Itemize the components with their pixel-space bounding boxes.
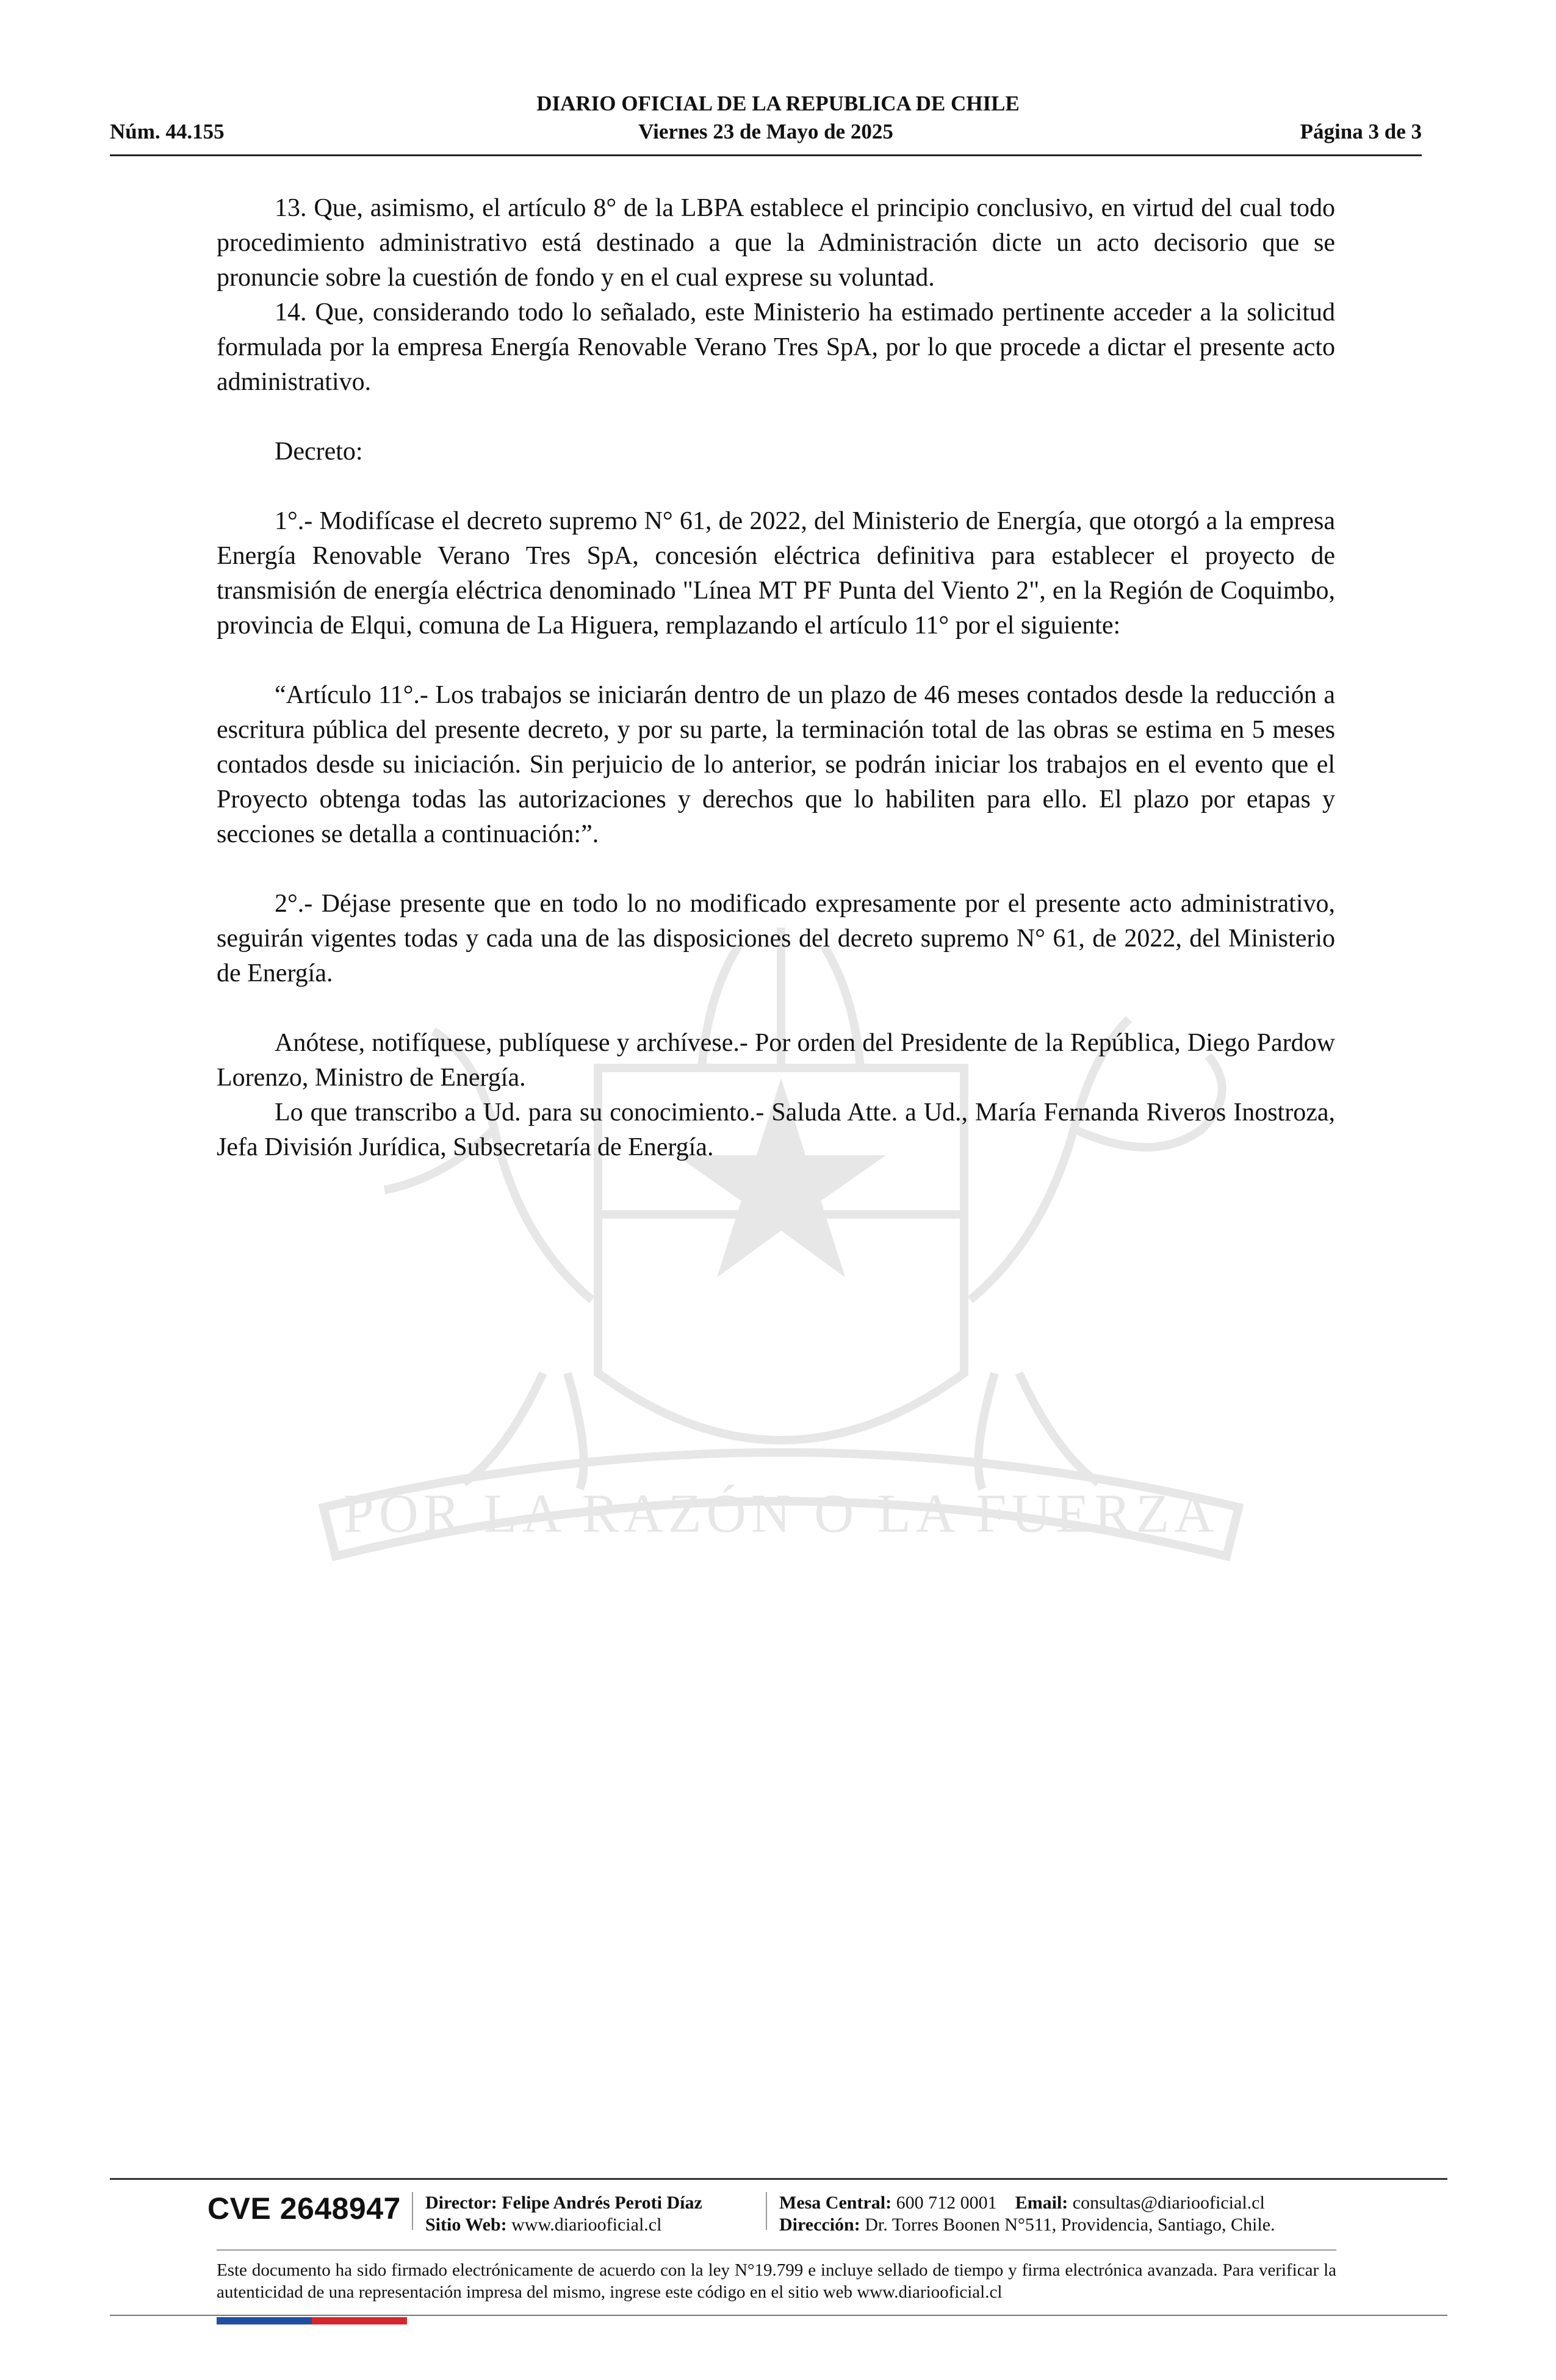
footer-separator bbox=[766, 2192, 767, 2230]
watermark-motto: POR LA RAZÓN O LA FUERZA bbox=[343, 1484, 1219, 1544]
site-url[interactable]: www.diariooficial.cl bbox=[511, 2215, 662, 2235]
email-label: Email: bbox=[1015, 2193, 1068, 2213]
paragraph-13: 13. Que, asimismo, el artículo 8° de la LBPA establece el principio conclusivo, en virtud del cual todo procedimiento administrativo está destinado a que la Administración dicte un acto decisorio que se pronuncie sobre la cuestión de fondo y en el cual exprese su voluntad. bbox=[217, 194, 1335, 292]
address-label: Dirección: bbox=[779, 2215, 860, 2235]
mesa-label: Mesa Central: bbox=[779, 2193, 892, 2213]
article-11-quote: “Artículo 11°.- Los trabajos se iniciarán dentro de un plazo de 46 meses contados desde la reducción a escritura pública del presente decreto, y por su parte, la terminación total de las obras se estima en 5 meses contados desde su iniciación. Sin perjuicio de lo anterior, se podrán iniciar los trabajos en el evento que el Proyecto obtenga todas las autorizaciones y derechos que lo habiliten para ello. El plazo por etapas y secciones se detalla a continuación:”. bbox=[217, 681, 1335, 848]
email-address[interactable]: consultas@diariooficial.cl bbox=[1072, 2193, 1265, 2213]
article-1: 1°.- Modifícase el decreto supremo N° 61, de 2022, del Ministerio de Energía, que otorgó a la empresa Energía Renovable Verano Tres SpA, concesión eléctrica definitiva para establecer el proyecto de transmisión de energía eléctrica denominado "Línea MT PF Punta del Viento 2", en la Región de Coquimbo, provincia de Elqui, comuna de La Higuera, remplazando el artículo 11° por el siguiente: bbox=[217, 507, 1335, 640]
site-label: Sitio Web: bbox=[425, 2215, 507, 2235]
publication-title: DIARIO OFICIAL DE LA REPUBLICA DE CHILE bbox=[536, 92, 1020, 115]
header-divider bbox=[110, 154, 1422, 156]
mesa-phone: 600 712 0001 bbox=[896, 2193, 997, 2213]
footer-separator bbox=[412, 2192, 413, 2230]
director-name: Felipe Andrés Peroti Díaz bbox=[502, 2193, 702, 2213]
address-value: Dr. Torres Boonen N°511, Providencia, Santiago, Chile. bbox=[865, 2215, 1275, 2235]
document-body bbox=[217, 191, 1335, 1165]
footer-contact-block bbox=[779, 2192, 1275, 2236]
legal-notice: Este documento ha sido firmado electrónicamente de acuerdo con la ley N°19.799 e incluye sellado de tiempo y firma electrónica avanzada. Para verificar la autenticidad de una representación impresa del mismo, ingrese este código en el sitio web www.diariooficial.cl bbox=[217, 2260, 1336, 2302]
flag-red-stripe bbox=[312, 2317, 407, 2324]
decree-heading: Decreto: bbox=[275, 438, 363, 466]
director-label: Director: bbox=[425, 2193, 497, 2213]
footer-divider-top bbox=[110, 2178, 1447, 2180]
page-indicator: Página 3 de 3 bbox=[1300, 120, 1422, 143]
issue-number: Núm. 44.155 bbox=[110, 120, 225, 143]
footer-director-block bbox=[425, 2192, 702, 2236]
footer-divider-mid bbox=[217, 2249, 1336, 2251]
issue-date: Viernes 23 de Mayo de 2025 bbox=[638, 120, 893, 143]
flag-bar bbox=[217, 2317, 407, 2324]
flag-blue-stripe bbox=[217, 2317, 312, 2324]
closing-transcription: Lo que transcribo a Ud. para su conocimiento.- Saluda Atte. a Ud., María Fernanda Riveros Inostroza, Jefa División Jurídica, Subsecretaría de Energía. bbox=[217, 1098, 1335, 1161]
paragraph-14: 14. Que, considerando todo lo señalado, este Ministerio ha estimado pertinente acceder a la solicitud formulada por la empresa Energía Renovable Verano Tres SpA, por lo que procede a dictar el presente acto administrativo. bbox=[217, 298, 1335, 396]
article-2: 2°.- Déjase presente que en todo lo no modificado expresamente por el presente acto administrativo, seguirán vigentes todas y cada una de las disposiciones del decreto supremo N° 61, de 2022, del Ministerio de Energía. bbox=[217, 890, 1335, 987]
closing-signature: Anótese, notifíquese, publíquese y archívese.- Por orden del Presidente de la República, Diego Pardow Lorenzo, Ministro de Energía. bbox=[217, 1029, 1335, 1092]
cve-code: CVE 2648947 bbox=[207, 2191, 401, 2226]
footer-divider-bottom bbox=[110, 2315, 1447, 2316]
